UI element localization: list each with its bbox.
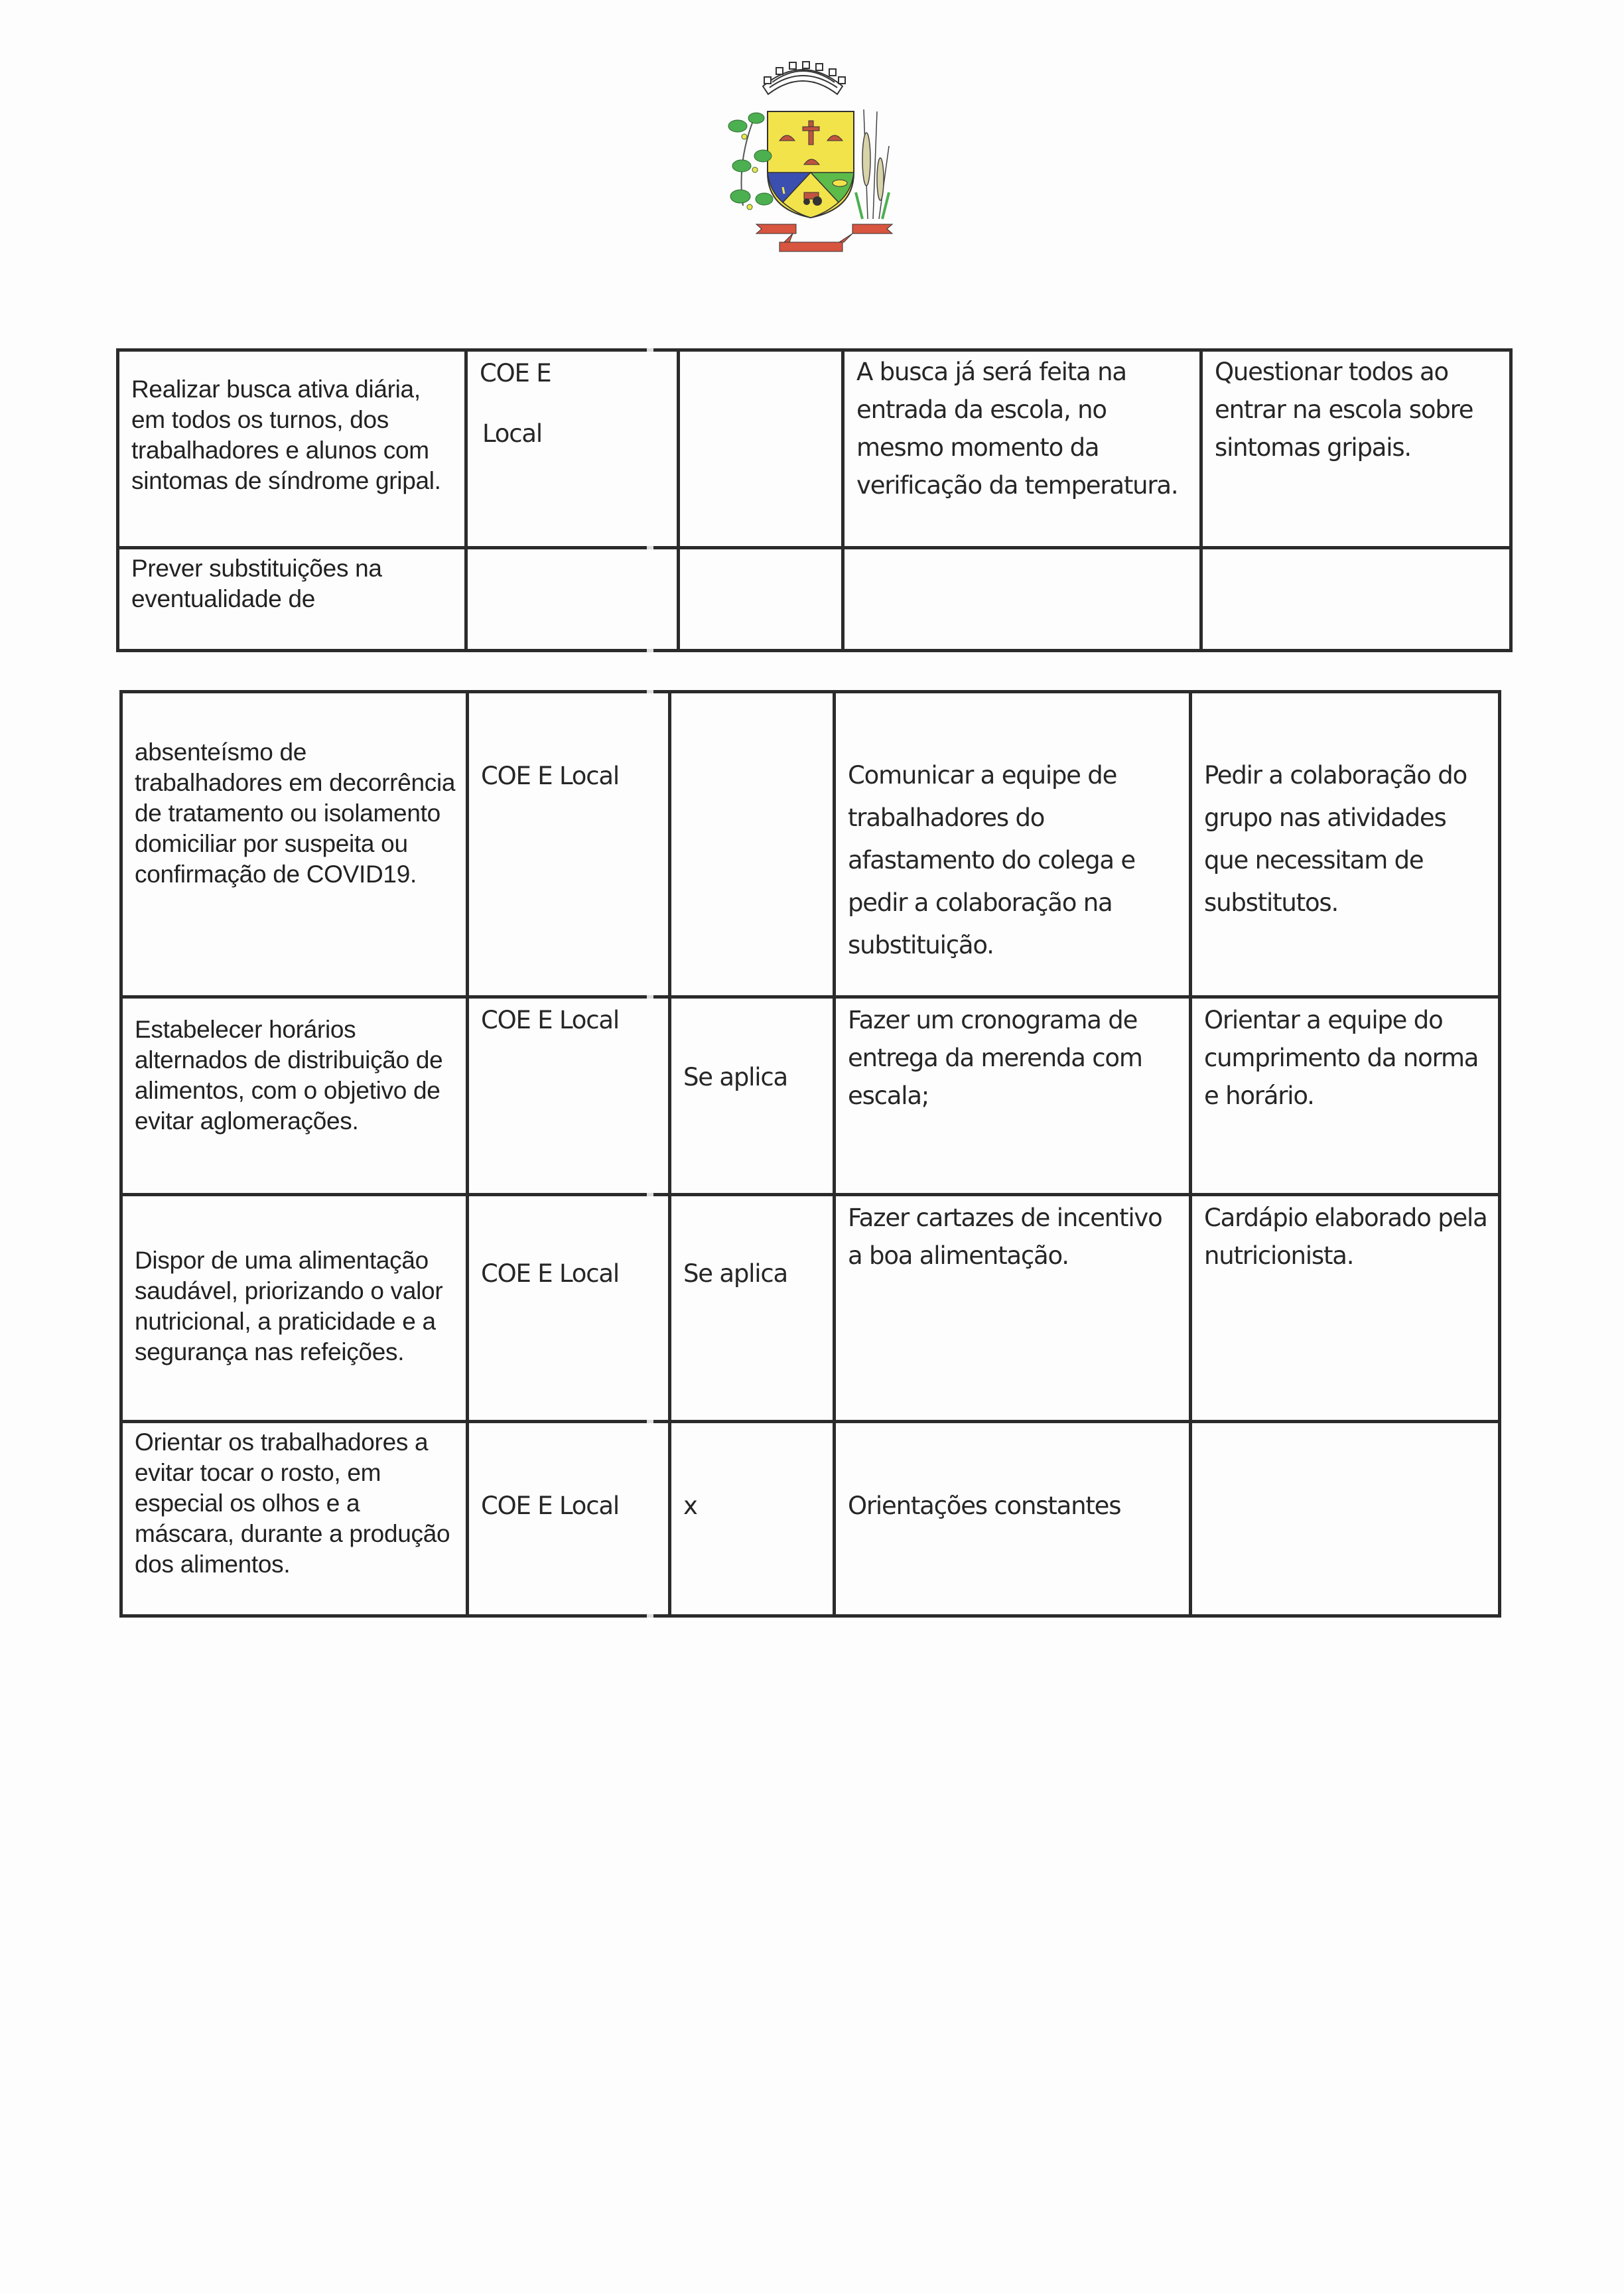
ribbon-banner-icon [756, 224, 892, 251]
action-table-1 [116, 348, 1513, 652]
wheat-icon [856, 109, 889, 219]
observation-cell [1191, 1195, 1500, 1422]
applies-text: Se aplica [683, 1259, 787, 1288]
responsible-text: COE E Local [481, 1259, 619, 1288]
observation-cell [1201, 350, 1511, 548]
observation-text: Questionar todos ao entrar na escola sobre sintomas gripais. [1215, 358, 1473, 462]
how-text: A busca já será feita na entrada da escola, no mesmo momento da verificação da temperatura. [856, 358, 1178, 500]
action-cell [121, 692, 468, 997]
applies-cell [670, 1422, 835, 1616]
observation-cell [1191, 997, 1500, 1195]
action-cell [121, 1195, 468, 1422]
responsible-text: COE E Local [481, 1492, 619, 1520]
observation-cell [1201, 548, 1511, 651]
shield-icon [768, 111, 854, 218]
applies-cell [670, 692, 835, 997]
table-row [121, 1422, 1500, 1616]
action-text: Orientar os trabalhadores a evitar tocar o rosto, em especial os olhos e a máscara, durante a produção dos alimentos. [135, 1428, 450, 1578]
applies-cell [670, 997, 835, 1195]
action-text: Estabelecer horários alternados de distribuição de alimentos, com o objetivo de evitar aglomerações. [135, 1016, 443, 1135]
responsible-text: COE E Local [481, 1006, 619, 1034]
observation-text: Cardápio elaborado pela nutricionista. [1204, 1204, 1487, 1270]
paper-fold-gap [647, 345, 653, 654]
observation-cell [1191, 1422, 1500, 1616]
how-text: Fazer um cronograma de entrega da merenda com escala; [848, 1006, 1142, 1110]
responsible-cell [468, 997, 670, 1195]
how-text: Orientações constantes [848, 1492, 1121, 1520]
action-cell [121, 1422, 468, 1616]
responsible-cell [468, 1195, 670, 1422]
action-text: Realizar busca ativa diária, em todos os turnos, dos trabalhadores e alunos com sintomas de síndrome gripal. [131, 376, 441, 494]
action-cell [118, 350, 466, 548]
action-cell [121, 997, 468, 1195]
how-cell [835, 1195, 1191, 1422]
applies-cell [679, 548, 843, 651]
how-cell [835, 1422, 1191, 1616]
table-row [118, 548, 1511, 651]
action-cell [118, 548, 466, 651]
action-text: Dispor de uma alimentação saudável, priorizando o valor nutricional, a praticidade e a segurança nas refeições. [135, 1247, 443, 1365]
table-row [121, 692, 1500, 997]
how-cell [843, 548, 1201, 651]
responsible-text-line2: Local [482, 419, 542, 448]
how-cell [843, 350, 1201, 548]
applies-cell [679, 350, 843, 548]
action-text: Prever substituições na eventualidade de [131, 555, 382, 612]
observation-text: Orientar a equipe do cumprimento da norma e horário. [1204, 1006, 1479, 1110]
responsible-cell [468, 1422, 670, 1616]
table-row [121, 1195, 1500, 1422]
table-row [118, 350, 1511, 548]
observation-text: Pedir a colaboração do grupo nas atividades que necessitam de substitutos. [1204, 761, 1467, 917]
how-text: Comunicar a equipe de trabalhadores do afastamento do colega e pedir a colaboração na substituição. [848, 761, 1135, 959]
how-text: Fazer cartazes de incentivo a boa alimentação. [848, 1204, 1162, 1270]
applies-text: x [683, 1492, 697, 1520]
mural-crown-icon [763, 62, 845, 94]
municipal-crest-icon [690, 40, 915, 252]
responsible-text-line1: COE E [480, 359, 551, 387]
action-text: absenteísmo de trabalhadores em decorrência de tratamento ou isolamento domiciliar por suspeita ou confirmação de COVID19. [135, 738, 456, 888]
action-table-2 [119, 690, 1501, 1618]
applies-cell [670, 1195, 835, 1422]
observation-cell [1191, 692, 1500, 997]
how-cell [835, 692, 1191, 997]
applies-text: Se aplica [683, 1063, 787, 1091]
how-cell [835, 997, 1191, 1195]
responsible-text: COE E Local [481, 762, 619, 790]
table-row [121, 997, 1500, 1195]
paper-fold-gap [647, 687, 653, 1619]
grapevine-icon [728, 113, 773, 210]
responsible-cell [468, 692, 670, 997]
